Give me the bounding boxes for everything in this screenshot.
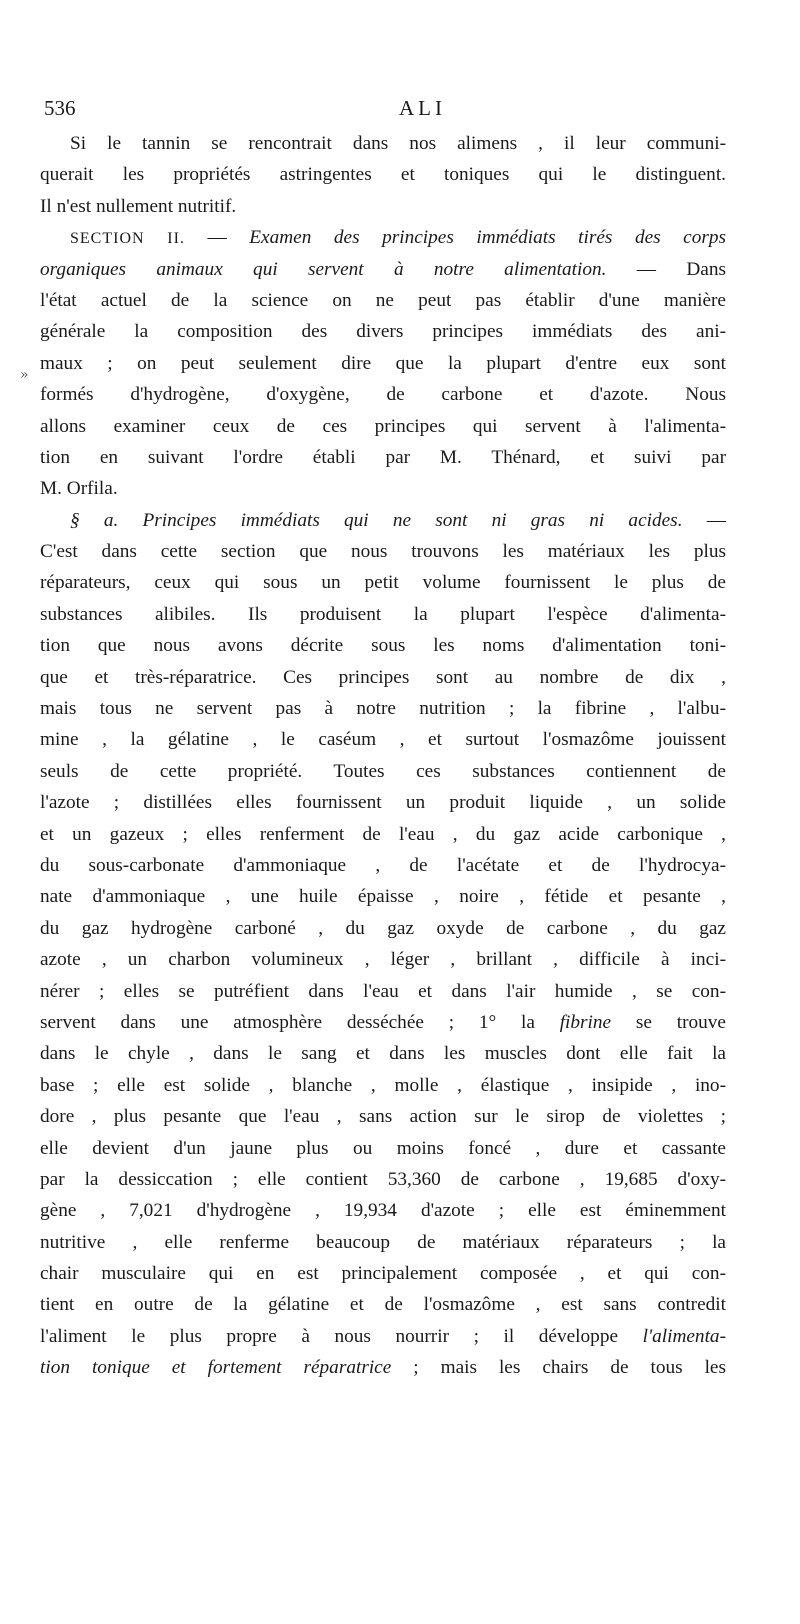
- text-line: [40, 1007, 726, 1038]
- text-line: [40, 505, 726, 536]
- italic-text: Examen des principes immédiats tirés des corps: [249, 227, 726, 249]
- text-segment: du gaz hydrogène carboné , du gaz oxyde de carbone , du gaz: [40, 917, 726, 939]
- text-line: [40, 630, 726, 661]
- text-segment: l'état actuel de la science on ne peut pas établir d'une manière: [40, 289, 726, 311]
- text-segment: allons examiner ceux de ces principes qui servent à l'alimenta-: [40, 415, 726, 437]
- text-line: [40, 191, 726, 222]
- text-segment: dans le chyle , dans le sang et dans les muscles dont elle fait la: [40, 1043, 726, 1065]
- italic-text: organiques animaux qui servent à notre alimentation.: [40, 258, 607, 280]
- text-line: [40, 1101, 726, 1132]
- text-segment: ; mais les chairs de tous les: [391, 1357, 726, 1379]
- text-line: [40, 1070, 726, 1101]
- body-text: [40, 128, 726, 1384]
- text-line: [40, 473, 726, 504]
- text-segment: par la dessiccation ; elle contient 53,360 de carbone , 19,685 d'oxy-: [40, 1168, 726, 1190]
- text-segment: elle devient d'un jaune plus ou moins foncé , dure et cassante: [40, 1137, 726, 1159]
- text-segment: —: [682, 509, 726, 531]
- text-line: [40, 1352, 726, 1383]
- running-head: ALI: [399, 96, 446, 120]
- text-segment: formés d'hydrogène, d'oxygène, de carbone et d'azote. Nous: [40, 384, 726, 406]
- text-line: [40, 1258, 726, 1289]
- text-segment: azote , un charbon volumineux , léger , brillant , difficile à inci-: [40, 949, 726, 971]
- text-segment: C'est dans cette section que nous trouvons les matériaux les plus: [40, 541, 726, 563]
- text-line: [40, 1227, 726, 1258]
- italic-text: tion tonique et fortement réparatrice: [40, 1357, 392, 1379]
- text-segment: dore , plus pesante que l'eau , sans action sur le sirop de violettes ;: [40, 1106, 726, 1128]
- text-line: [40, 819, 726, 850]
- text-segment: générale la composition des divers principes immédiats des ani-: [40, 321, 726, 343]
- text-line: [40, 348, 726, 379]
- text-segment: mais tous ne servent pas à notre nutrition ; la fibrine , l'albu-: [40, 698, 726, 720]
- text-line: [40, 379, 726, 410]
- page-header: [44, 96, 724, 130]
- text-line: [40, 724, 726, 755]
- text-line: [40, 128, 726, 159]
- text-line: [40, 850, 726, 881]
- text-line: [40, 787, 726, 818]
- text-segment: réparateurs, ceux qui sous un petit volume fournissent le plus de: [40, 572, 726, 594]
- text-line: [40, 536, 726, 567]
- text-segment: servent dans une atmosphère desséchée ; 1° la: [40, 1011, 560, 1033]
- text-line: [40, 913, 726, 944]
- text-segment: nérer ; elles se putréfient dans l'eau et dans l'air humide , se con-: [40, 980, 726, 1002]
- text-line: [40, 285, 726, 316]
- text-line: [40, 976, 726, 1007]
- text-line: [40, 1289, 726, 1320]
- text-segment: chair musculaire qui en est principalement composée , et qui con-: [40, 1263, 726, 1285]
- text-segment: base ; elle est solide , blanche , molle , élastique , insipide , ino-: [40, 1074, 726, 1096]
- text-line: [40, 316, 726, 347]
- italic-text: fibrine: [559, 1011, 612, 1033]
- text-line: [40, 567, 726, 598]
- text-line: [40, 756, 726, 787]
- page-number: 536: [44, 96, 76, 120]
- text-segment: M. Orfila.: [40, 478, 118, 500]
- text-segment: nutritive , elle renferme beaucoup de matériaux réparateurs ; la: [40, 1231, 726, 1253]
- italic-text: l'alimenta-: [642, 1325, 726, 1347]
- text-segment: que et très-réparatrice. Ces principes sont au nombre de dix ,: [40, 666, 726, 688]
- text-segment: l'aliment le plus propre à nous nourrir ; il développe: [40, 1325, 643, 1347]
- text-segment: gène , 7,021 d'hydrogène , 19,934 d'azote ; elle est éminemment: [40, 1200, 726, 1222]
- text-line: [40, 944, 726, 975]
- text-segment: tion que nous avons décrite sous les noms d'alimentation toni-: [40, 635, 726, 657]
- text-segment: maux ; on peut seulement dire que la plupart d'entre eux sont: [40, 352, 726, 374]
- text-segment: tient en outre de la gélatine et de l'osmazôme , est sans contredit: [40, 1294, 726, 1316]
- text-line: [40, 442, 726, 473]
- text-segment: querait les propriétés astringentes et toniques qui le distinguent.: [40, 164, 726, 186]
- text-line: [40, 222, 726, 253]
- text-segment: et un gazeux ; elles renferment de l'eau , du gaz acide carbonique ,: [40, 823, 726, 845]
- text-line: [40, 1038, 726, 1069]
- text-segment: Il n'est nullement nutritif.: [40, 195, 237, 217]
- text-segment: seuls de cette propriété. Toutes ces substances contiennent de: [40, 760, 726, 782]
- text-line: [40, 1133, 726, 1164]
- text-segment: Si le tannin se rencontrait dans nos alimens , il leur communi-: [70, 133, 726, 154]
- text-segment: — Dans: [606, 258, 726, 280]
- text-line: [40, 881, 726, 912]
- text-line: [40, 1321, 726, 1352]
- text-line: [40, 599, 726, 630]
- text-line: [40, 693, 726, 724]
- text-segment: nate d'ammoniaque , une huile épaisse , noire , fétide et pesante ,: [40, 886, 726, 908]
- text-segment: —: [184, 227, 250, 249]
- text-segment: l'azote ; distillées elles fournissent un produit liquide , un solide: [40, 792, 726, 814]
- text-line: [40, 662, 726, 693]
- text-segment: tion en suivant l'ordre établi par M. Thénard, et suivi par: [40, 446, 726, 468]
- text-segment: du sous-carbonate d'ammoniaque , de l'acétate et de l'hydrocya-: [40, 854, 726, 876]
- text-line: [40, 159, 726, 190]
- text-segment: mine , la gélatine , le caséum , et surtout l'osmazôme jouissent: [40, 729, 726, 751]
- text-segment: se trouve: [611, 1011, 726, 1033]
- text-line: [40, 254, 726, 285]
- section-label: SECTION II.: [70, 230, 185, 248]
- text-line: [40, 1195, 726, 1226]
- text-line: [40, 1164, 726, 1195]
- italic-text: § a. Principes immédiats qui ne sont ni gras ni acides.: [70, 509, 683, 531]
- text-line: [40, 411, 726, 442]
- margin-mark: »: [20, 367, 29, 383]
- text-segment: substances alibiles. Ils produisent la plupart l'espèce d'alimenta-: [40, 603, 726, 625]
